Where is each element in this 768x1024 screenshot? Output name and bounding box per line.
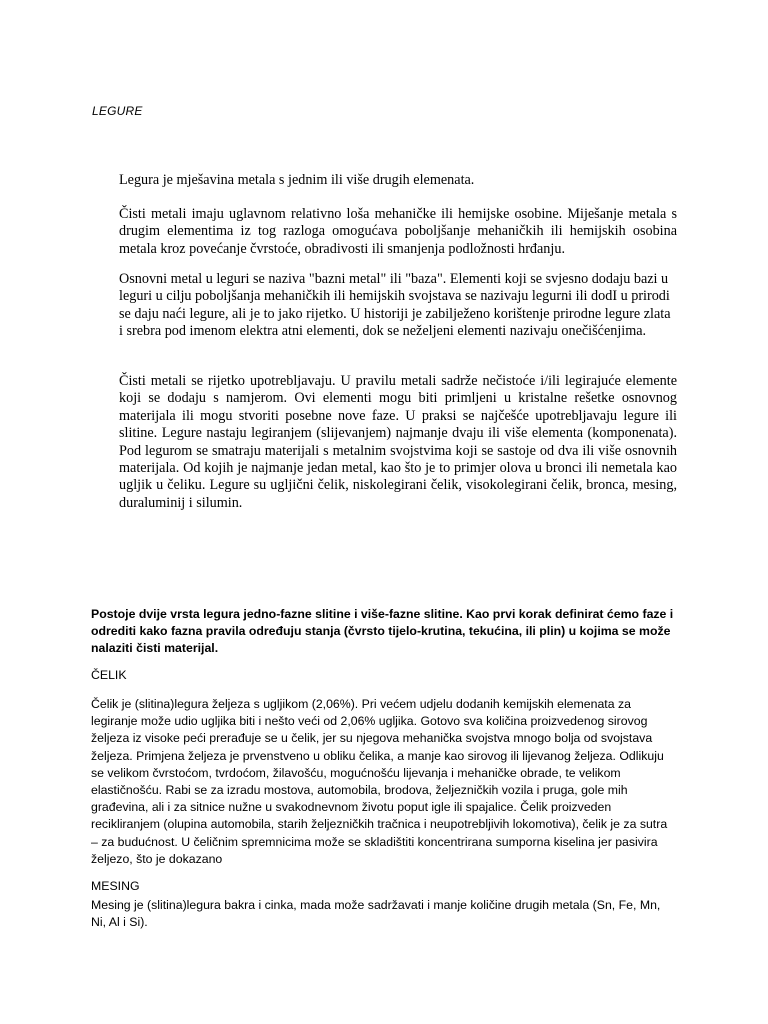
paragraph-alloys-usage: Čisti metali se rijetko upotrebljavaju. U pravilu metali sadrže nečistoće i/ili legirajuće elemente koji se dodaju s namjerom. Ovi elementi mogu biti primljeni u kristalne rešetke osnovnog materijala ili mogu stvoriti posebne nove faze. U praksi se najčešće upotrebljavaju legure ili slitine. Legure nastaju legiranjem (slijevanjem) najmanje dvaju ili više elementa (komponenata). Pod legurom se smatraju materijali s metalnim svojstvima koji se sastoje od dva ili više osnovnih materijala. Od kojih je najmanje jedan metal, kao što je to primjer olova u bronci ili nemetala kao ugljik u čeliku. Legure su ugljični čelik, niskolegirani čelik, visokolegirani čelik, bronca, mesing, duraluminij i silumin. — [119, 373, 677, 511]
heading-mesing: MESING — [91, 879, 140, 893]
paragraph-celik: Čelik je (slitina)legura željeza s ugljikom (2,06%). Pri većem udjelu dodanih kemijskih elemenata za legiranje može udio ugljika biti i nešto veći od 2,06% ugljika. Gotovo sva količina proizvedenog sirovog željeza iz visoke peći prerađuje se u čelik, jer su njegova mehanička svojstva mnogo bolja od svojstava željeza. Primjena željeza je prvenstveno u obliku čelika, a manje kao sirovog ili lijevanog željeza. Odlikuju se velikom čvrstoćom, tvrdoćom, žilavošću, mogućnošću lijevanja i mehaničke obrade, te velikom elastičnošću. Rabi se za izradu mostova, automobila, brodova, željezničkih vozila i pruga, gole mih građevina, ali i za sitnice nužne u svakodnevnom životu poput igle ili spajalice. Čelik proizveden recikliranjem (olupina automobila, starih željezničkih tračnica i neupotrebljivih lokomotiva), čelik je za sutra – za budućnost. U čeličnim spremnicima može se skladištiti koncentrirana sumporna kiselina jer pasivira željezo, što je dokazano — [91, 697, 668, 866]
paragraph-mesing: Mesing je (slitina)legura bakra i cinka, mada može sadržavati i manje količine drugih metala (Sn, Fe, Mn, Ni, Al i Si). — [91, 898, 661, 930]
paragraph-definition: Legura je mješavina metala s jednim ili više drugih elemenata. — [119, 172, 475, 188]
paragraph-base-metal: Osnovni metal u leguri se naziva "bazni metal" ili "baza". Elementi koji se svjesno dodaju bazi u leguri u cilju poboljšanja mehaničkih ili hemijskih svojstava se nazivaju legurni ili dodI u prirodi se daju naći legure, ali je to jako rijetko. U historiji je zabilježeno korištenje prirodne legure zlata i srebra pod imenom elektra atni elementi, dok se neželjeni elementi nazivaju onečišćenjima. — [119, 271, 671, 340]
heading-celik: ČELIK — [91, 668, 127, 682]
document-title: LEGURE — [92, 104, 143, 118]
paragraph-pure-metals: Čisti metali imaju uglavnom relativno loša mehaničke ili hemijske osobine. Miješanje metala s drugim elementima iz tog razloga omogućava poboljšanje mehaničkih ili hemijskih osobina metala kroz povećanje čvrstoće, obradivosti ili smanjenja podložnosti hrđanju. — [119, 206, 677, 257]
paragraph-alloy-types: Postoje dvije vrsta legura jedno-fazne slitine i više-fazne slitine. Kao prvi korak definirat ćemo faze i odrediti kako fazna pravila određuju stanja (čvrsto tijelo-krutina, tekućina, ili plin) u kojima se može nalaziti čisti materijal. — [91, 607, 674, 656]
